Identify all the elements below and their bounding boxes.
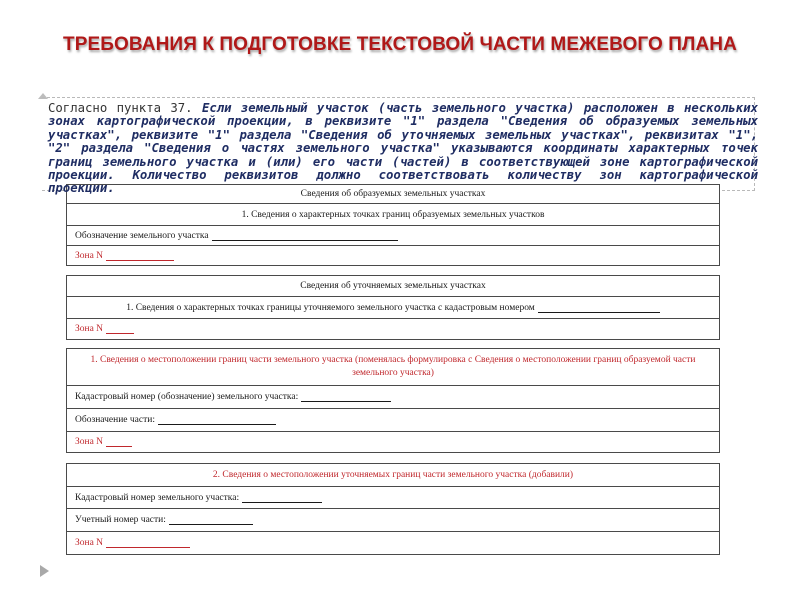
zone-blank <box>106 324 134 334</box>
form-section-title <box>67 296 719 318</box>
form-part-boundaries <box>66 348 720 453</box>
part-label: Обозначение части: <box>75 415 155 425</box>
zone-blank <box>106 251 174 261</box>
part-blank <box>158 415 276 425</box>
cadastral-blank <box>301 392 391 402</box>
part-row <box>67 408 719 431</box>
cadastral-blank <box>538 303 660 313</box>
cadastral-label: Кадастровый номер (обозначение) земельного участка: <box>75 392 299 402</box>
page-title: ТРЕБОВАНИЯ К ПОДГОТОВКЕ ТЕКСТОВОЙ ЧАСТИ МЕЖЕВОГО ПЛАНА <box>63 34 737 55</box>
intro-body: Если земельный участок (часть земельного участка) расположен в нескольких зонах картографической проекции, в реквизите "1" раздела "Сведения об образуемых земельных участках", реквизите "1" раздела "Сведения об уточняемых земельных участках", реквизитах "1", "2" раздела "Сведения о частях земельного участка" указываются координаты характерных точек границ земельного участка и (или) его части (частей) в соответствующей зоне картографической проекции. Количество реквизитов должно соответствовать количеству зон картографической проекции. <box>48 101 758 196</box>
cadastral-label: Кадастровый номер земельного участка: <box>75 492 240 503</box>
designation-label: Обозначение земельного участка <box>75 230 209 241</box>
zone-row <box>67 531 719 554</box>
cadastral-blank <box>242 493 322 503</box>
form-refined-part-boundaries <box>66 463 720 555</box>
intro-lead: Согласно пункта 37. <box>48 101 193 115</box>
cadastral-row <box>67 486 719 508</box>
zone-label: Зона N <box>75 437 104 447</box>
cadastral-row <box>67 385 719 408</box>
account-row <box>67 508 719 531</box>
designation-blank <box>212 231 398 241</box>
zone-blank <box>106 437 132 447</box>
form-refined-parcels <box>66 275 720 340</box>
zone-blank <box>106 538 190 548</box>
form-header: 2. Сведения о местоположении уточняемых границ части земельного участка (добавили) <box>212 470 574 480</box>
zone-label: Зона N <box>75 324 104 334</box>
zone-label: Зона N <box>75 538 104 548</box>
form-header: Сведения об уточняемых земельных участках <box>300 281 486 291</box>
section-label: 1. Сведения о характерных точках границы уточняемого земельного участка с кадастровым номером <box>126 302 535 313</box>
zone-label: Зона N <box>75 250 104 261</box>
form-header: Сведения об образуемых земельных участках <box>300 189 486 199</box>
zone-row <box>67 431 719 452</box>
next-slide-arrow-icon[interactable] <box>40 565 49 577</box>
zone-row <box>67 245 719 265</box>
account-label: Учетный номер части: <box>75 515 166 525</box>
zone-row <box>67 318 719 339</box>
form-header: 1. Сведения о местоположении границ части земельного участка (поменялась формулировка с Сведения о местоположении границ образуемой части земельного участка) <box>90 355 696 378</box>
form-section-title: 1. Сведения о характерных точках границ образуемых земельных участков <box>67 203 719 225</box>
designation-row <box>67 225 719 245</box>
form-formed-parcels <box>66 184 720 266</box>
intro-paragraph <box>48 102 758 196</box>
account-blank <box>169 515 253 525</box>
